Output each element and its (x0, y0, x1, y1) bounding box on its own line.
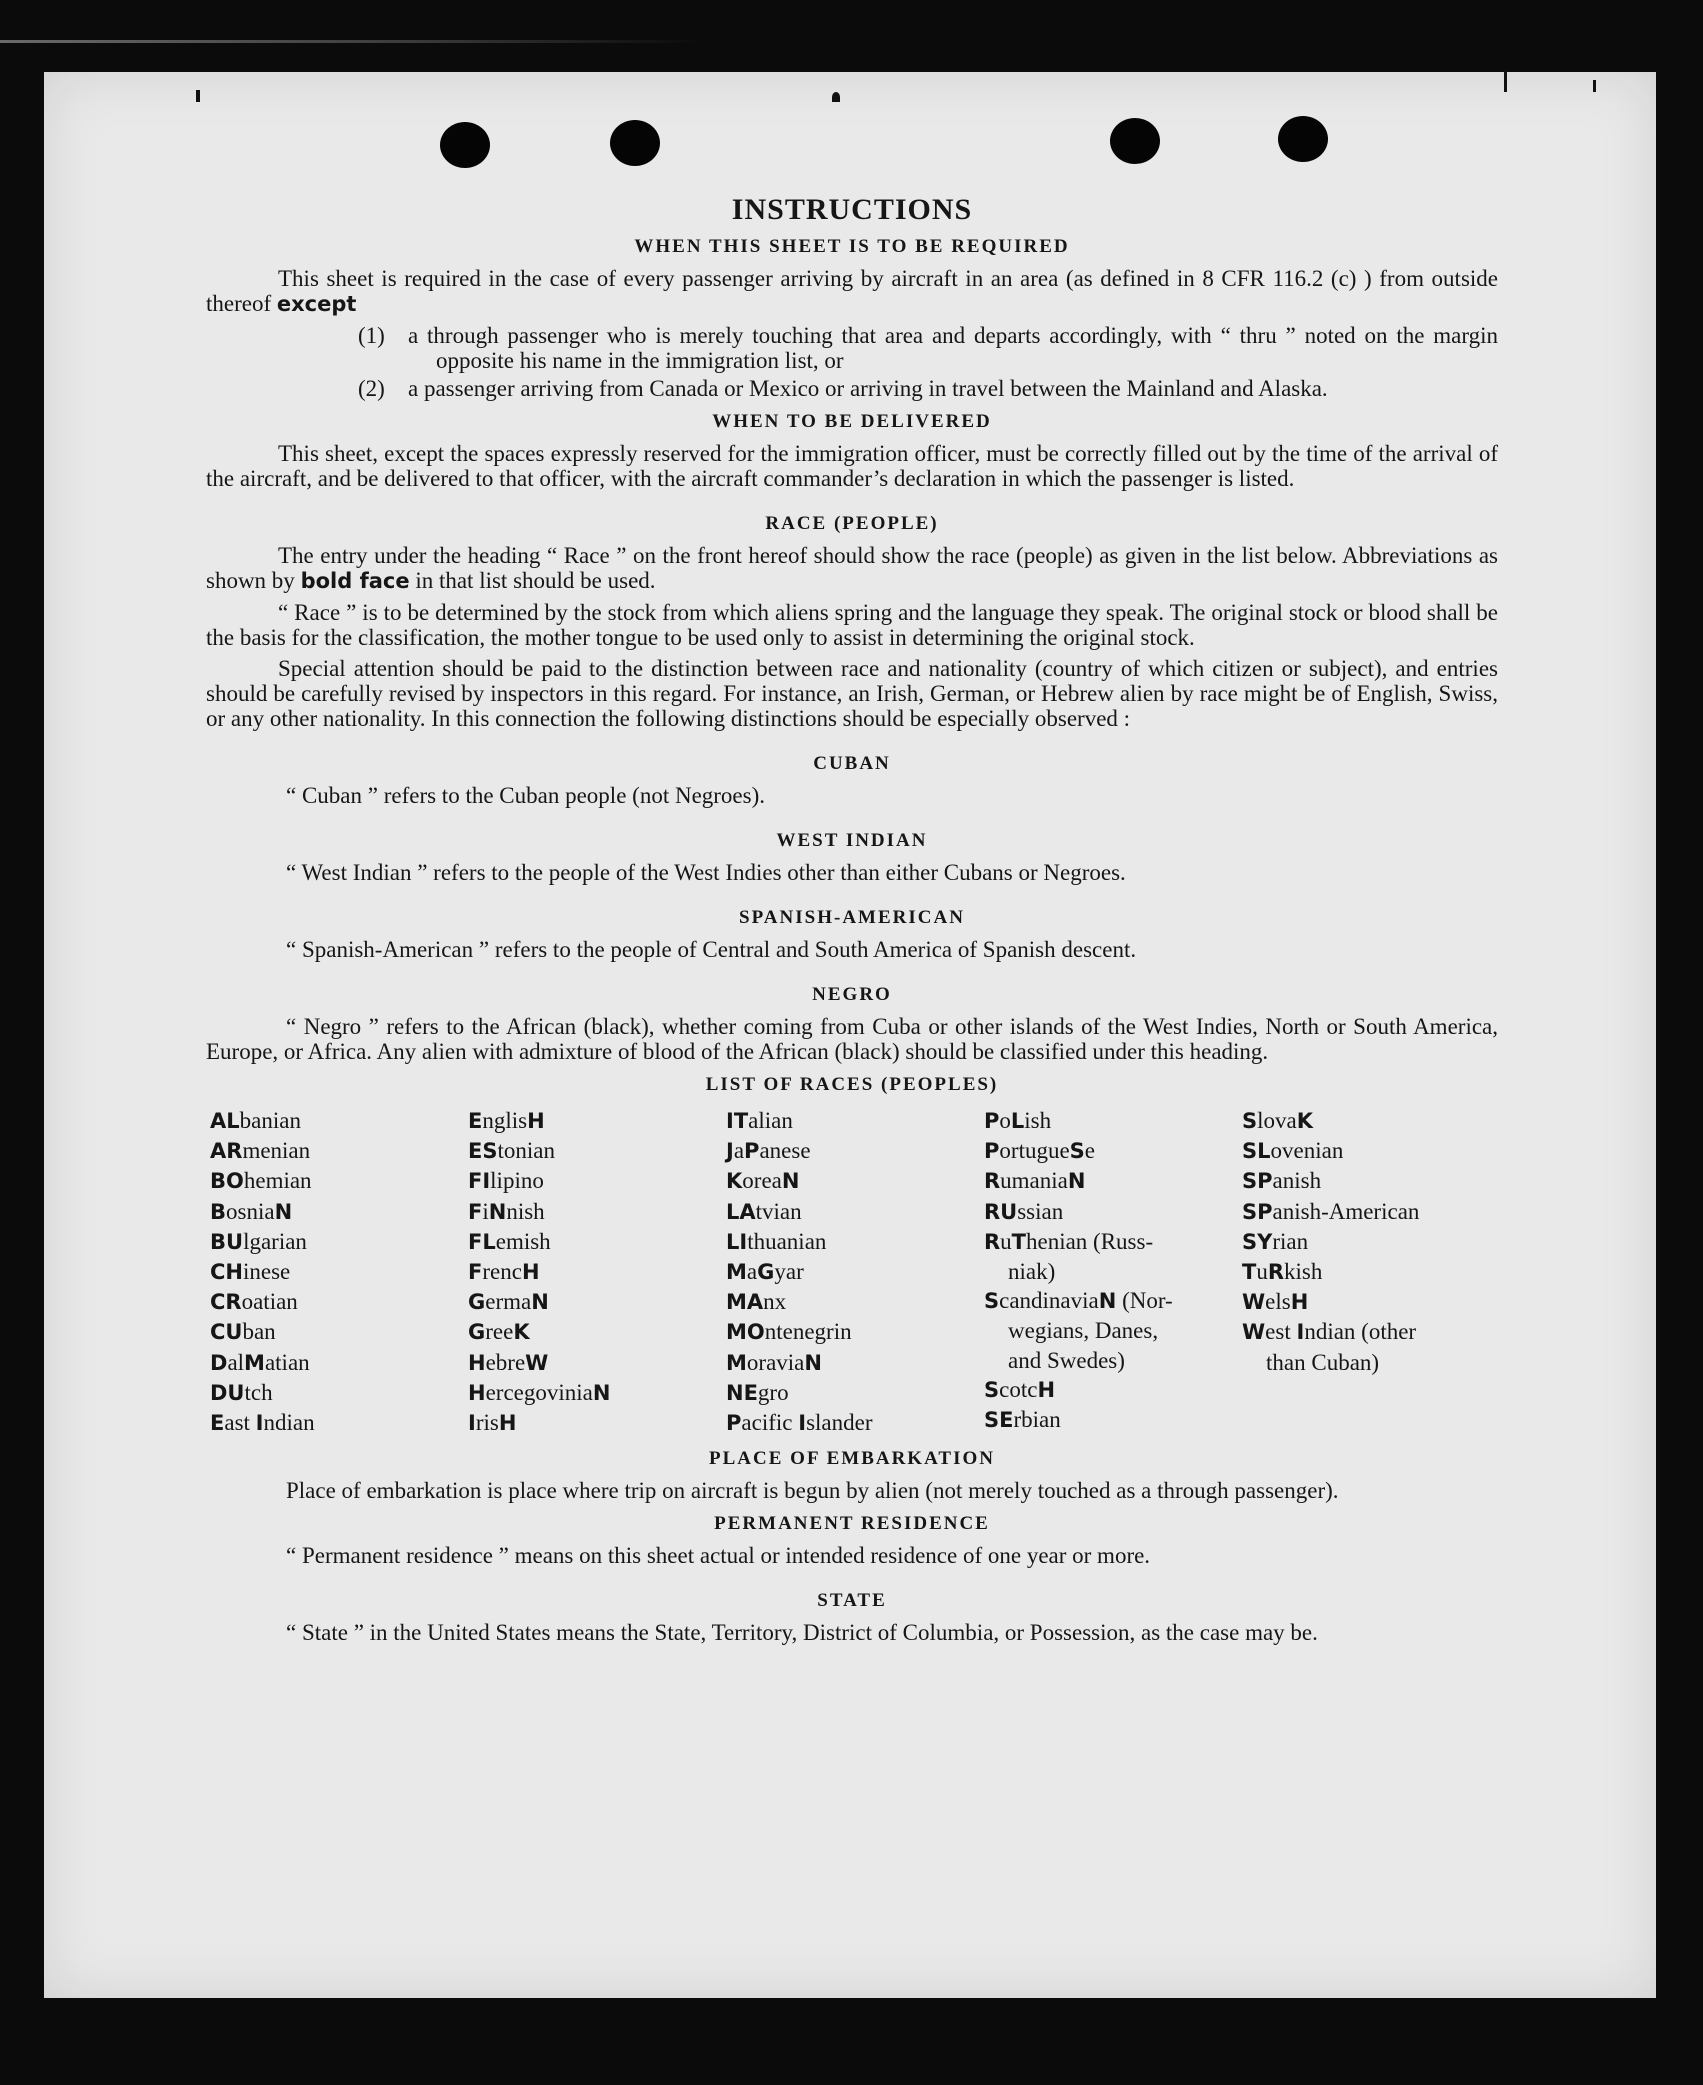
race-entry (210, 1166, 468, 1196)
race-name-text: ree (485, 1319, 514, 1345)
race-entry (726, 1378, 984, 1408)
paragraph-west-indian: “ West Indian ” refers to the people of the West Indies other than either Cubans or Negroes. (286, 860, 1126, 885)
race-abbrev-letters: M (244, 1350, 265, 1375)
race-abbrev-letters: J (726, 1139, 734, 1164)
race-abbrev-letters: LI (726, 1229, 748, 1254)
race-abbrev-letters: R (984, 1169, 1001, 1194)
paragraph-spanish-american: “ Spanish-American ” refers to the people of Central and South America of Spanish descent. (286, 937, 1137, 962)
race-name-text: ndian (263, 1410, 315, 1436)
race-name-text: est (1265, 1319, 1297, 1345)
race-name-text: acific (741, 1410, 799, 1436)
race-name-text: candinavia (999, 1288, 1099, 1314)
section-heading-state: STATE (817, 1590, 887, 1612)
race-abbrev-letters: S (984, 1377, 1000, 1402)
paragraph-race-1: The entry under the heading “ Race ” on the front hereof should show the race (people) as given in the list below. Abbreviations as shown by bold face in that list should be used. (206, 543, 1498, 593)
race-entry (468, 1408, 726, 1438)
race-abbrev-letters: SY (1242, 1229, 1273, 1254)
race-name-text: nx (763, 1289, 787, 1315)
paragraph-when-delivered: This sheet, except the spaces expressly reserved for the immigration officer, must be correctly filled out by the time of the arrival of the aircraft, and be delivered to that officer, with the aircraft commander’s declaration in which the passenger is listed. (206, 441, 1498, 491)
race-abbrev-letters: N (804, 1350, 822, 1375)
race-abbrev-letters: N (274, 1199, 293, 1224)
list-item-text: a passenger arriving from Canada or Mexico or arriving in travel between the Mainland and Alaska. (408, 376, 1328, 401)
paragraph-embarkation: Place of embarkation is place where trip on aircraft is begun by alien (not merely touched as a through passenger). (286, 1478, 1339, 1504)
race-name-text: u (1000, 1228, 1012, 1254)
race-entry (468, 1257, 726, 1287)
section-heading-list-of-races: LIST OF RACES (PEOPLES) (705, 1074, 999, 1095)
race-entry (468, 1378, 726, 1408)
race-abbrev-letters: M (726, 1350, 747, 1375)
race-entry (210, 1317, 468, 1347)
race-name-text: ercegovinia (485, 1379, 593, 1405)
race-name-text: cotc (999, 1376, 1038, 1402)
section-heading-when-required: WHEN THIS SHEET IS TO BE REQUIRED (634, 236, 1070, 257)
list-item-text: a through passenger who is merely touching that area and departs accordingly, with “ thru ” noted on the margin opposite his name in the immigration list, or (408, 323, 1498, 373)
race-abbrev-letters: E (468, 1109, 483, 1133)
paragraph-residence: “ Permanent residence ” means on this sheet actual or intended residence of one year or more. (286, 1543, 1151, 1569)
race-list (210, 1106, 1500, 1438)
race-abbrev-letters: N (531, 1290, 549, 1315)
race-abbrev-letters: H (498, 1411, 517, 1436)
race-name-text: lipino (490, 1168, 544, 1194)
race-entry (468, 1317, 726, 1347)
race-abbrev-letters: MA (726, 1290, 764, 1315)
race-name-text: nglis (482, 1108, 528, 1133)
page-title: INSTRUCTIONS (731, 193, 973, 226)
section-heading-negro: NEGRO (812, 984, 892, 1005)
race-entry (984, 1257, 1242, 1286)
race-name-text: i (482, 1198, 489, 1224)
race-entry (210, 1257, 468, 1287)
section-heading-west-indian: WEST INDIAN (776, 830, 928, 851)
race-entry (210, 1408, 468, 1438)
race-name-text: u (1256, 1259, 1268, 1285)
race-name-text: lova (1257, 1108, 1297, 1133)
race-entry (468, 1197, 726, 1227)
race-entry (210, 1378, 468, 1408)
race-abbrev-letters: G (468, 1320, 486, 1345)
race-abbrev-letters: W (525, 1350, 549, 1375)
section-heading-embarkation: PLACE OF EMBARKATION (709, 1448, 995, 1470)
race-abbrev-letters: M (726, 1260, 747, 1285)
race-name-text: ssian (1017, 1198, 1064, 1224)
punch-hole (440, 122, 490, 168)
race-name-text: tch (244, 1379, 273, 1405)
race-name-text: renc (482, 1259, 522, 1285)
race-abbrev-letters: S (984, 1289, 1000, 1314)
race-name-text: e (1084, 1138, 1096, 1164)
race-entry (984, 1375, 1242, 1405)
race-entry (210, 1287, 468, 1317)
race-name-text: ris (475, 1410, 499, 1436)
race-abbrev-letters: CR (210, 1290, 242, 1315)
race-abbrev-letters: E (210, 1411, 225, 1436)
race-name-text: rian (1272, 1228, 1309, 1254)
race-entry (1242, 1317, 1500, 1347)
race-name-text: anish (1272, 1168, 1322, 1194)
race-abbrev-letters: I (255, 1411, 264, 1436)
race-entry (984, 1197, 1242, 1227)
paragraph-race-3: Special attention should be paid to the distinction between race and nationality (country of which citizen or subject), and entries should be carefully revised by inspectors in this regard. For instance, an Irish, German, or Hebrew alien by race might be of English, Swiss, or any other nationality. In this connection the following distinctions should be especially observed : (206, 656, 1498, 731)
race-abbrev-letters: I (798, 1411, 807, 1436)
race-entry (210, 1136, 468, 1166)
race-abbrev-letters: ES (468, 1139, 498, 1164)
race-abbrev-letters: K (513, 1320, 530, 1345)
race-abbrev-letters: DU (210, 1380, 245, 1405)
race-entry (984, 1166, 1242, 1196)
scan-mark (1593, 80, 1596, 92)
race-abbrev-letters: AR (210, 1139, 243, 1164)
race-entry (1242, 1348, 1500, 1377)
race-name-text: (Nor- (1116, 1288, 1173, 1314)
race-entry (1242, 1197, 1500, 1227)
list-item-number: (2) (358, 376, 385, 401)
race-abbrev-letters: P (726, 1411, 742, 1436)
race-abbrev-letters: SL (1242, 1139, 1271, 1164)
race-entry (468, 1287, 726, 1317)
race-abbrev-letters: G (757, 1260, 775, 1285)
race-name-text: ast (224, 1410, 256, 1436)
race-abbrev-letters: P (984, 1109, 1000, 1133)
race-abbrev-letters: D (210, 1350, 228, 1375)
race-name-text: emish (495, 1228, 551, 1254)
race-entry (210, 1348, 468, 1378)
race-abbrev-letters: N (488, 1199, 507, 1224)
race-entry (726, 1166, 984, 1196)
race-entry (726, 1317, 984, 1347)
race-abbrev-letters: BU (210, 1229, 244, 1254)
paragraph-state: “ State ” in the United States means the State, Territory, District of Columbia, or Possession, as the case may be. (286, 1620, 1318, 1646)
scan-mark (196, 90, 200, 102)
section-heading-when-delivered: WHEN TO BE DELIVERED (712, 411, 992, 432)
race-entry (726, 1136, 984, 1166)
race-abbrev-letters: H (468, 1350, 486, 1375)
race-abbrev-letters: K (726, 1169, 743, 1194)
paragraph-race-2: “ Race ” is to be determined by the stock from which aliens spring and the language they speak. The original stock or blood shall be the basis for the classification, the mother tongue to be used only to assist in determining the original stock. (206, 600, 1498, 650)
race-entry (1242, 1227, 1500, 1257)
race-abbrev-letters: I (468, 1411, 476, 1436)
race-abbrev-letters: H (468, 1380, 486, 1405)
race-entry (984, 1405, 1242, 1435)
race-name-text: osnia (226, 1198, 275, 1224)
race-name-text: menian (242, 1138, 311, 1164)
bold-keyword: bold face (300, 569, 410, 593)
race-entry (210, 1197, 468, 1227)
race-name-text: al (227, 1349, 245, 1375)
punch-hole (1110, 118, 1160, 164)
race-abbrev-letters: F (468, 1260, 483, 1285)
race-entry (468, 1106, 726, 1136)
race-entry (1242, 1287, 1500, 1317)
race-name-text: nish (506, 1198, 545, 1224)
race-name-text: than Cuban) (1266, 1349, 1380, 1375)
race-name-text: wegians, Danes, (1008, 1318, 1159, 1344)
race-name-text: alian (748, 1108, 793, 1133)
race-name-text: niak) (1008, 1259, 1056, 1285)
race-name-text: inese (243, 1259, 291, 1285)
race-entry (726, 1257, 984, 1287)
race-name-text: yar (774, 1259, 804, 1285)
race-name-text: rbian (1013, 1407, 1061, 1433)
race-abbrev-letters: LA (726, 1199, 756, 1224)
race-entry (984, 1136, 1242, 1166)
race-abbrev-letters: IT (726, 1109, 749, 1133)
race-name-text: oravia (746, 1349, 805, 1375)
race-name-text: orea (742, 1168, 782, 1194)
race-name-text: ban (242, 1319, 276, 1345)
scan-edge-streak (0, 40, 700, 43)
race-name-text: tvian (755, 1198, 802, 1224)
race-abbrev-letters: S (1242, 1109, 1258, 1133)
race-abbrev-letters: N (592, 1380, 611, 1405)
section-heading-cuban: CUBAN (813, 753, 891, 774)
race-entry (984, 1286, 1242, 1316)
race-abbrev-letters: AL (210, 1109, 240, 1133)
race-name-text: ortugue (999, 1138, 1070, 1164)
race-abbrev-letters: R (984, 1229, 1001, 1254)
section-heading-residence: PERMANENT RESIDENCE (714, 1513, 990, 1535)
instructions-text (206, 194, 1498, 1651)
race-abbrev-letters: N (1067, 1169, 1086, 1194)
race-name-text: atian (264, 1349, 310, 1375)
race-abbrev-letters: SP (1242, 1169, 1273, 1194)
race-name-text: els (1265, 1289, 1291, 1315)
race-abbrev-letters: FL (468, 1229, 496, 1254)
race-name-text: slander (806, 1410, 873, 1436)
race-abbrev-letters: NE (726, 1380, 758, 1405)
race-entry (726, 1408, 984, 1438)
race-entry (984, 1316, 1242, 1345)
race-name-text: a (746, 1259, 758, 1285)
section-heading-spanish-american: SPANISH-AMERICAN (739, 907, 965, 928)
race-entry (726, 1197, 984, 1227)
paragraph-when-required: This sheet is required in the case of every passenger arriving by aircraft in an area (as defined in 8 CFR 116.2 (c) ) from outside thereof except (206, 266, 1498, 316)
race-abbrev-letters: FI (468, 1169, 491, 1194)
scan-mark (1504, 70, 1507, 92)
race-abbrev-letters: W (1242, 1290, 1266, 1315)
paragraph-negro: “ Negro ” refers to the African (black), whether coming from Cuba or other islands of the West Indies, North or South America, Europe, or Africa. Any alien with admixture of blood of the African (black) should be classified under this heading. (206, 1014, 1498, 1064)
race-name-text: anese (759, 1138, 811, 1164)
race-name-text: ebre (485, 1349, 526, 1375)
race-entry (726, 1106, 984, 1136)
race-name-text: ovenian (1270, 1138, 1344, 1164)
race-abbrev-letters: F (468, 1199, 483, 1224)
race-entry (468, 1136, 726, 1166)
race-name-text: thuanian (747, 1228, 827, 1254)
race-abbrev-letters: R (1267, 1260, 1284, 1285)
race-name-text: and Swedes) (1008, 1347, 1125, 1373)
list-item (358, 323, 1498, 373)
race-name-text: a (733, 1138, 745, 1164)
race-name-text: hemian (243, 1168, 312, 1194)
race-column (210, 1106, 468, 1438)
race-name-text: erma (485, 1289, 532, 1315)
race-name-text: oatian (241, 1289, 298, 1315)
race-abbrev-letters: T (1011, 1229, 1026, 1254)
punch-hole (1278, 116, 1328, 162)
race-abbrev-letters: MO (726, 1320, 765, 1345)
race-abbrev-letters: K (1296, 1109, 1314, 1133)
race-entry (210, 1227, 468, 1257)
race-abbrev-letters: S (1069, 1139, 1085, 1164)
race-name-text: lgarian (243, 1228, 307, 1254)
race-name-text: kish (1284, 1259, 1323, 1285)
race-abbrev-letters: P (984, 1139, 1000, 1164)
race-abbrev-letters: CU (210, 1320, 243, 1345)
race-abbrev-letters: P (744, 1139, 760, 1164)
punch-hole (610, 120, 660, 166)
race-abbrev-letters: CH (210, 1260, 243, 1285)
list-item (358, 376, 1498, 401)
race-entry (468, 1348, 726, 1378)
race-abbrev-letters: H (1037, 1377, 1056, 1402)
list-item-number: (1) (358, 323, 385, 348)
race-abbrev-letters: SP (1242, 1199, 1273, 1224)
race-entry (984, 1227, 1242, 1257)
race-abbrev-letters: G (468, 1290, 486, 1315)
race-abbrev-letters: BO (210, 1169, 244, 1194)
race-abbrev-letters: T (1242, 1260, 1257, 1285)
paragraph-cuban: “ Cuban ” refers to the Cuban people (not Negroes). (286, 783, 766, 808)
race-abbrev-letters: W (1242, 1320, 1266, 1345)
race-name-text: banian (239, 1108, 301, 1133)
race-entry (1242, 1136, 1500, 1166)
race-name-text: umania (1000, 1168, 1068, 1194)
race-abbrev-letters: H (1290, 1290, 1309, 1315)
race-column (468, 1106, 726, 1438)
race-name-text: henian (Russ- (1026, 1228, 1154, 1254)
race-name-text: anish-American (1272, 1198, 1420, 1224)
race-abbrev-letters: N (781, 1169, 800, 1194)
race-name-text: ish (1024, 1108, 1052, 1133)
race-entry (726, 1287, 984, 1317)
race-entry (984, 1346, 1242, 1375)
race-entry (984, 1106, 1242, 1136)
race-entry (726, 1227, 984, 1257)
race-abbrev-letters: I (1296, 1320, 1305, 1345)
race-entry (210, 1106, 468, 1136)
race-entry (1242, 1257, 1500, 1287)
race-abbrev-letters: N (1098, 1289, 1117, 1314)
race-name-text: ntenegrin (764, 1319, 852, 1345)
bold-keyword: except (276, 292, 357, 316)
race-name-text: gro (757, 1379, 789, 1405)
race-column (726, 1106, 984, 1438)
race-entry (726, 1348, 984, 1378)
race-abbrev-letters: B (210, 1199, 227, 1224)
race-name-text: o (999, 1108, 1011, 1133)
scan-mark (832, 92, 840, 102)
section-heading-race: RACE (PEOPLE) (765, 513, 939, 534)
race-abbrev-letters: SE (984, 1408, 1014, 1433)
race-column (1242, 1106, 1500, 1438)
race-name-text: tonian (497, 1138, 555, 1164)
race-abbrev-letters: L (1010, 1109, 1025, 1133)
race-entry (468, 1166, 726, 1196)
race-abbrev-letters: RU (984, 1199, 1018, 1224)
race-entry (1242, 1166, 1500, 1196)
race-name-text: ndian (other (1304, 1319, 1417, 1345)
race-entry (1242, 1106, 1500, 1136)
race-abbrev-letters: H (521, 1260, 540, 1285)
race-column (984, 1106, 1242, 1438)
race-abbrev-letters: H (527, 1109, 545, 1133)
race-entry (468, 1227, 726, 1257)
